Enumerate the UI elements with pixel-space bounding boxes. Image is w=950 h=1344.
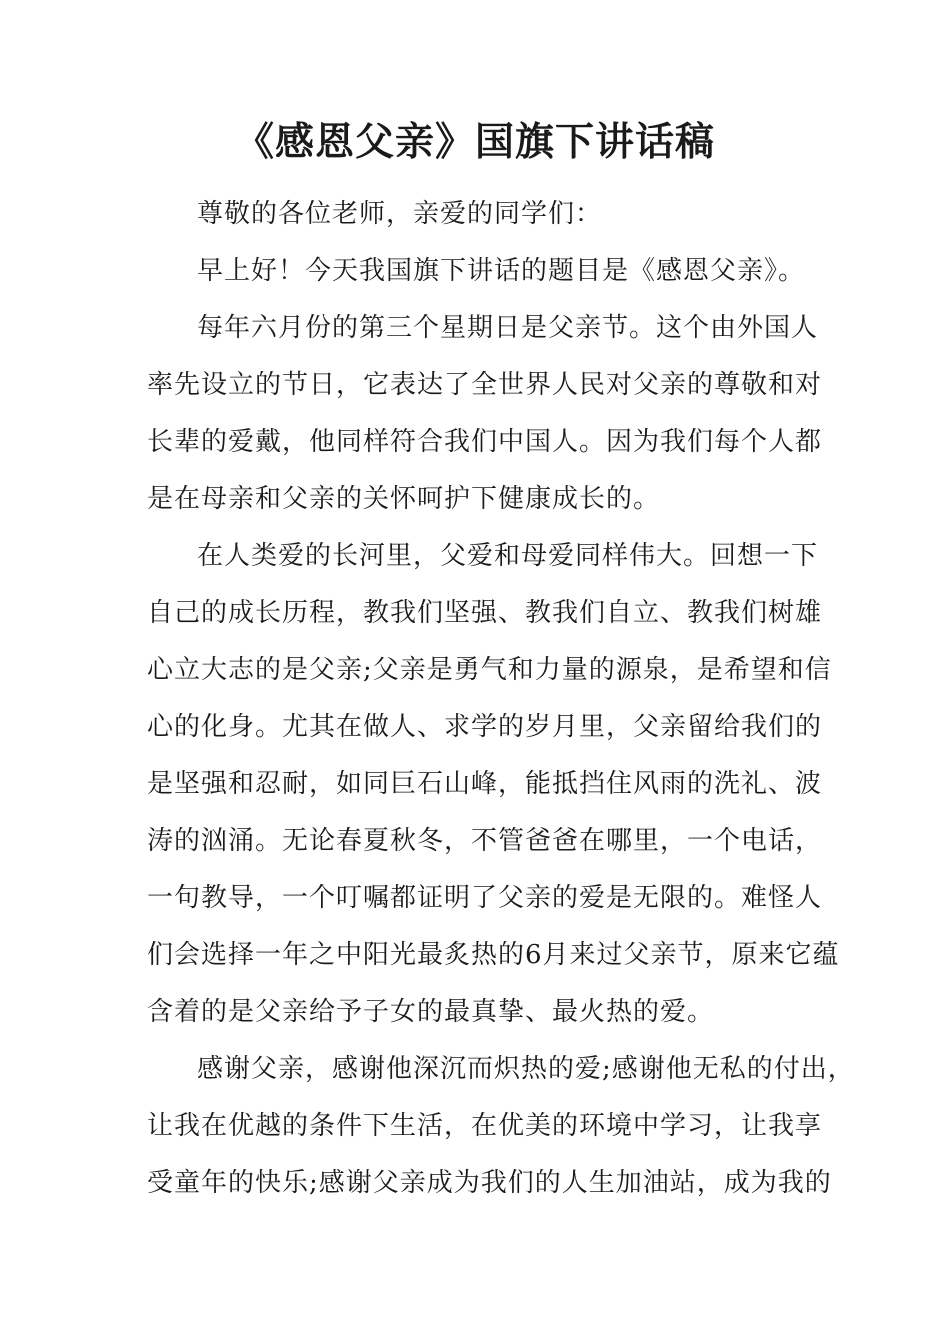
paragraph-2-line-6: 涛的汹涌。无论春夏秋冬，不管爸爸在哪里，一个电话，	[147, 826, 823, 856]
greeting-line: 早上好！今天我国旗下讲话的题目是《感恩父亲》。	[197, 256, 806, 286]
paragraph-3-line-1: 感谢父亲，感谢他深沉而炽热的爱;感谢他无私的付出，	[197, 1054, 855, 1084]
paragraph-2-line-2: 自己的成长历程，教我们坚强、教我们自立、教我们树雄	[147, 598, 823, 628]
paragraph-1-line-2: 率先设立的节日，它表达了全世界人民对父亲的尊敬和对	[147, 370, 823, 400]
paragraph-2-line-7: 一句教导，一个叮嘱都证明了父亲的爱是无限的。难怪人	[147, 883, 823, 913]
paragraph-2-line-3: 心立大志的是父亲;父亲是勇气和力量的源泉，是希望和信	[147, 655, 832, 685]
paragraph-3-line-3: 受童年的快乐;感谢父亲成为我们的人生加油站，成为我的	[147, 1168, 832, 1198]
paragraph-2-line-9: 含着的是父亲给予子女的最真挚、最火热的爱。	[147, 997, 715, 1027]
salutation: 尊敬的各位老师，亲爱的同学们：	[197, 199, 603, 229]
paragraph-1-line-3: 长辈的爱戴，他同样符合我们中国人。因为我们每个人都	[147, 427, 823, 457]
paragraph-2-line-8: 们会选择一年之中阳光最炙热的6月来过父亲节，原来它蕴	[147, 940, 840, 970]
paragraph-1-line-4: 是在母亲和父亲的关怀呵护下健康成长的。	[147, 484, 661, 514]
paragraph-1-line-1: 每年六月份的第三个星期日是父亲节。这个由外国人	[197, 313, 819, 343]
paragraph-2-line-5: 是坚强和忍耐，如同巨石山峰，能抵挡住风雨的洗礼、波	[147, 769, 823, 799]
paragraph-2-line-4: 心的化身。尤其在做人、求学的岁月里，父亲留给我们的	[147, 712, 823, 742]
document-title: 《感恩父亲》国旗下讲话稿	[234, 119, 715, 165]
paragraph-3-line-2: 让我在优越的条件下生活，在优美的环境中学习，让我享	[147, 1111, 823, 1141]
paragraph-2-line-1: 在人类爱的长河里，父爱和母爱同样伟大。回想一下	[197, 541, 819, 571]
